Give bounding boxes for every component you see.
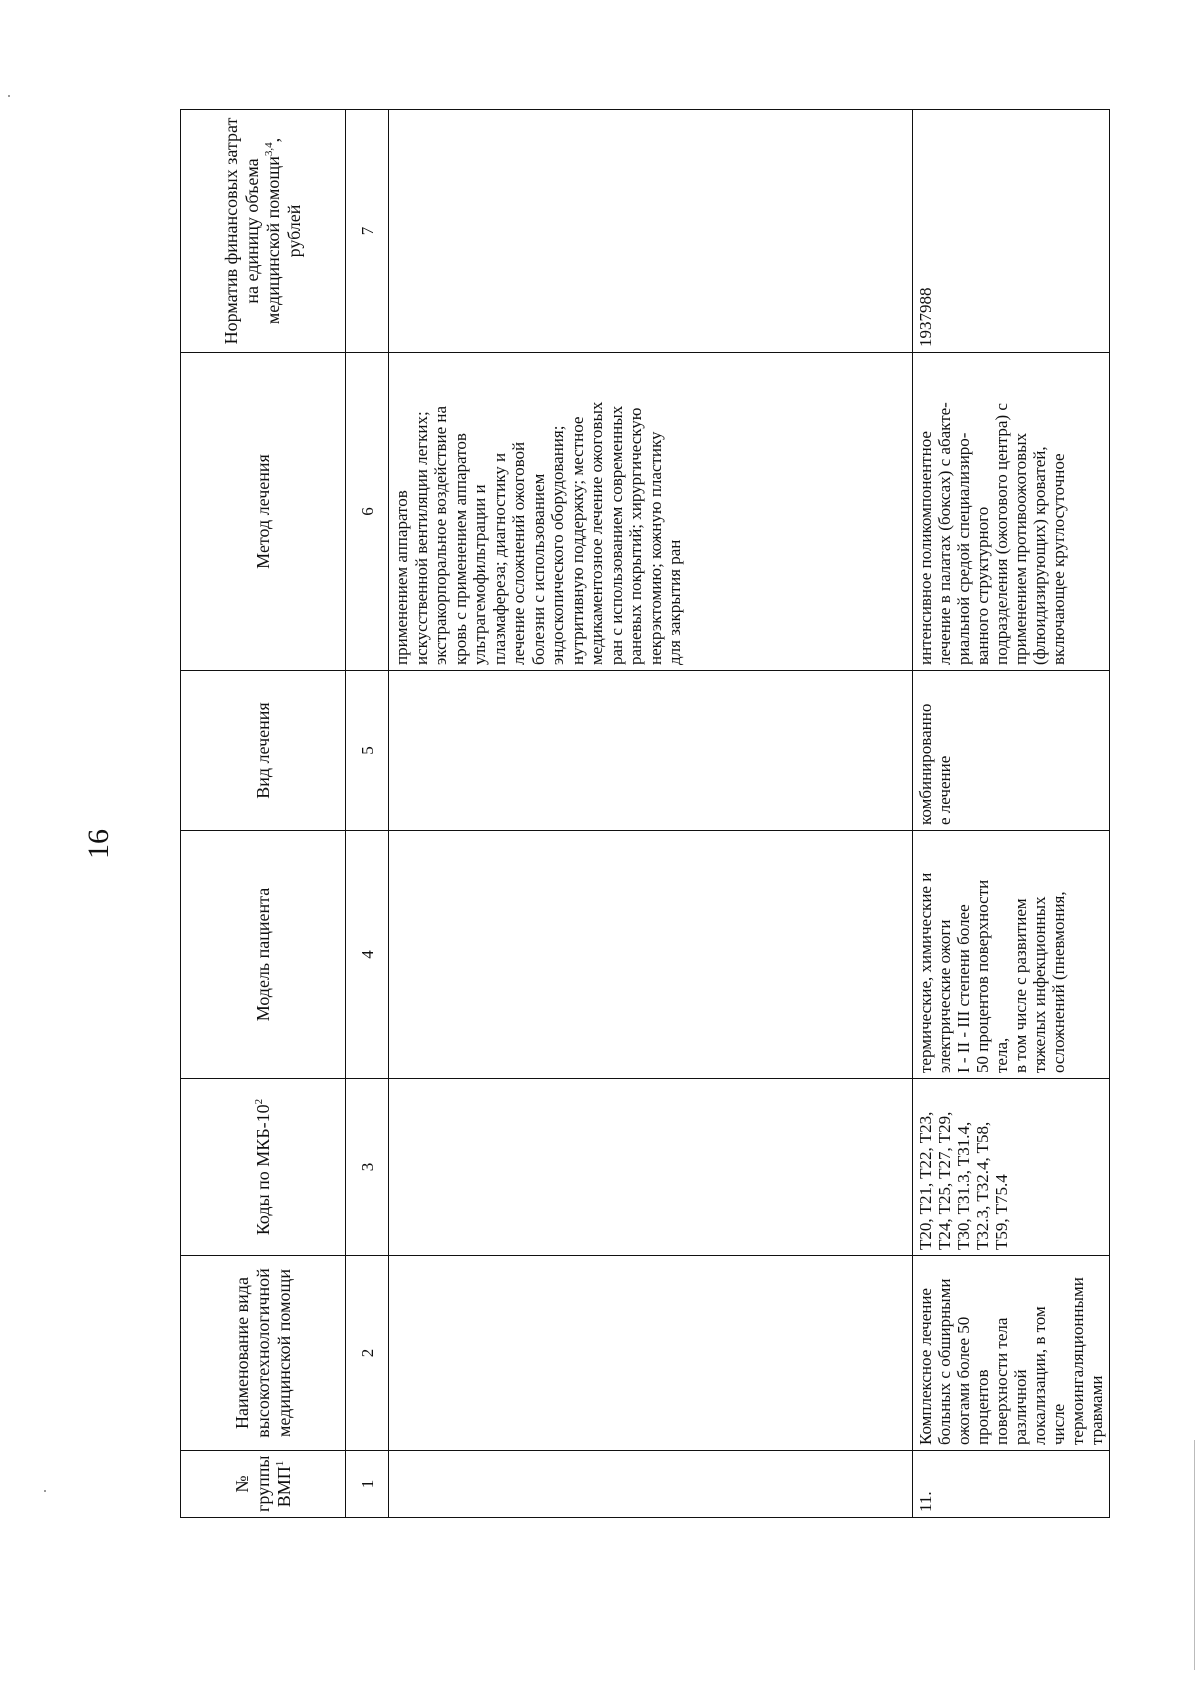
column-number: 1 <box>346 1451 389 1518</box>
table-row-continuation <box>389 110 913 1518</box>
table-cell <box>389 1451 913 1518</box>
continuation-method-cell: применением аппаратов искусственной вентиляции легких; экстракорпоральное воздействие на кровь с применением аппаратов ультрагемофильтрации и плазмафереза; диагностику и лечение осложнений ожоговой болезни с использованием эндоскопического оборудования; нутритивную поддержку; местное медикаментозное лечение ожоговых ран с использованием современных раневых покрытий; хирургическую некрэктомию; кожную пластику для закрытия ран <box>389 353 913 671</box>
column-numbers-row <box>346 110 389 1518</box>
scan-dot <box>44 1490 46 1492</box>
table-cell <box>389 671 913 831</box>
column-number: 5 <box>346 671 389 831</box>
vmp-name-cell: Комплексное лечение больных с обширными ожогами более 50 процентов поверхности тела различной локализации, в том числе термоингаляционными травмами <box>913 1256 1110 1451</box>
column-number: 4 <box>346 831 389 1079</box>
header-icd-codes: Коды по МКБ-$10^2$ <box>181 1079 346 1256</box>
table-cell <box>389 1256 913 1451</box>
cost-standard-cell: 1937988 <box>913 110 1110 353</box>
header-vmp-name: Наименование вида высокотехнологичной медицинской помощи <box>181 1256 346 1451</box>
table-row-11 <box>913 110 1110 1518</box>
vmp-table <box>180 109 1110 1518</box>
treatment-method-cell: интенсивное поликомпонентное лечение в палатах (боксах) с абакте- риальной средой специализиро- ванного структурного подразделения (ожогового центра) с применением противоожоговых (флюидизирующих) кроватей, включающее круглосуточное <box>913 353 1110 671</box>
header-treatment-type: Вид лечения <box>181 671 346 831</box>
column-number: 3 <box>346 1079 389 1256</box>
patient-model-cell: термические, химические и электрические ожоги I - II - III степени более 50 процентов поверхности тела, в том числе с развитием тяжелых инфекционных осложнений (пневмония, <box>913 831 1110 1079</box>
table-cell <box>389 831 913 1079</box>
table-cell <box>389 1079 913 1256</box>
group-number-cell: 11. <box>913 1451 1110 1518</box>
column-number: 2 <box>346 1256 389 1451</box>
header-patient-model: Модель пациента <box>181 831 346 1079</box>
table-cell <box>389 110 913 353</box>
scan-edge-line <box>1194 1440 1195 1670</box>
scan-dot <box>8 95 10 97</box>
treatment-type-cell: комбинированно е лечение <box>913 671 1110 831</box>
page-number: 16 <box>82 829 115 859</box>
header-treatment-method: Метод лечения <box>181 353 346 671</box>
column-number: 7 <box>346 110 389 353</box>
rotated-table-wrapper <box>180 110 1106 1518</box>
header-cost-standard: Норматив финансовых затрат на единицу объема медицинской помощи$^{3,4}$, рублей <box>181 110 346 353</box>
header-group-no: № группы ВМП$^1$ <box>181 1451 346 1518</box>
column-number: 6 <box>346 353 389 671</box>
header-row <box>181 110 346 1518</box>
icd-codes-cell: T20, T21, T22, T23, T24, T25, T27, T29, T30, T31.3, T31.4, T32.3, T32.4, T58, T59, T75.4 <box>913 1079 1110 1256</box>
